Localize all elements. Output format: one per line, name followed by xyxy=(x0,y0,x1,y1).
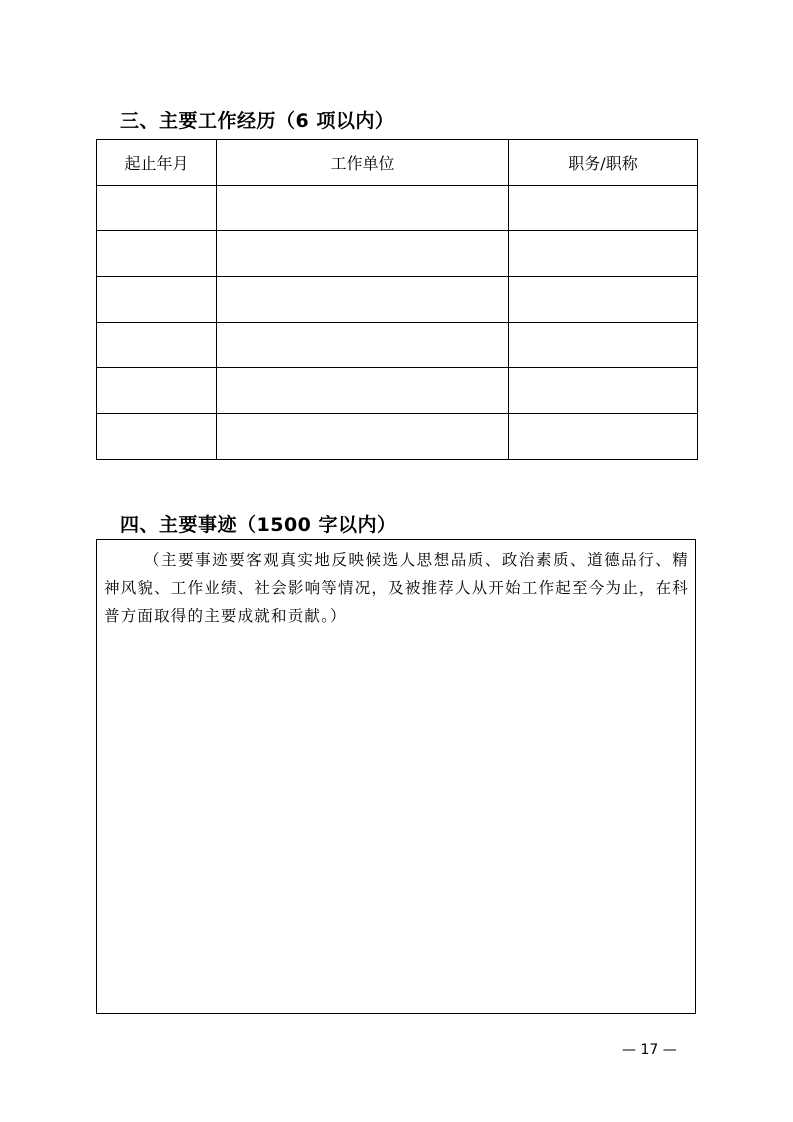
page-number: — 17 — xyxy=(622,1042,677,1058)
period-cell[interactable] xyxy=(97,322,217,368)
section-3-heading: 三、主要工作经历（6 项以内） xyxy=(120,110,395,132)
position-cell[interactable] xyxy=(509,368,698,414)
table-header-row xyxy=(97,140,698,186)
position-cell[interactable] xyxy=(509,231,698,277)
deeds-instruction-text: （主要事迹要客观真实地反映候选人思想品质、政治素质、道德品行、精神风貌、工作业绩、社会影响等情况，及被推荐人从开始工作起至今为止，在科普方面取得的主要成就和贡献。） xyxy=(104,551,689,625)
period-cell[interactable] xyxy=(97,277,217,323)
employer-cell[interactable] xyxy=(217,185,509,231)
employer-cell[interactable] xyxy=(217,277,509,323)
employer-cell[interactable] xyxy=(217,231,509,277)
section-4-heading: 四、主要事迹（1500 字以内） xyxy=(120,514,397,536)
employer-cell[interactable] xyxy=(217,414,509,460)
period-cell[interactable] xyxy=(97,414,217,460)
main-deeds-box[interactable] xyxy=(96,539,696,1014)
period-cell[interactable] xyxy=(97,231,217,277)
column-header-employer: 工作单位 xyxy=(217,140,509,186)
employer-cell[interactable] xyxy=(217,322,509,368)
period-cell[interactable] xyxy=(97,185,217,231)
employer-cell[interactable] xyxy=(217,368,509,414)
table-row xyxy=(97,414,698,460)
table-row xyxy=(97,231,698,277)
position-cell[interactable] xyxy=(509,414,698,460)
table-row xyxy=(97,277,698,323)
period-cell[interactable] xyxy=(97,368,217,414)
column-header-position: 职务/职称 xyxy=(509,140,698,186)
table-row xyxy=(97,185,698,231)
column-header-period: 起止年月 xyxy=(97,140,217,186)
position-cell[interactable] xyxy=(509,185,698,231)
table-row xyxy=(97,368,698,414)
position-cell[interactable] xyxy=(509,322,698,368)
work-experience-table xyxy=(96,139,698,460)
table-row xyxy=(97,322,698,368)
position-cell[interactable] xyxy=(509,277,698,323)
